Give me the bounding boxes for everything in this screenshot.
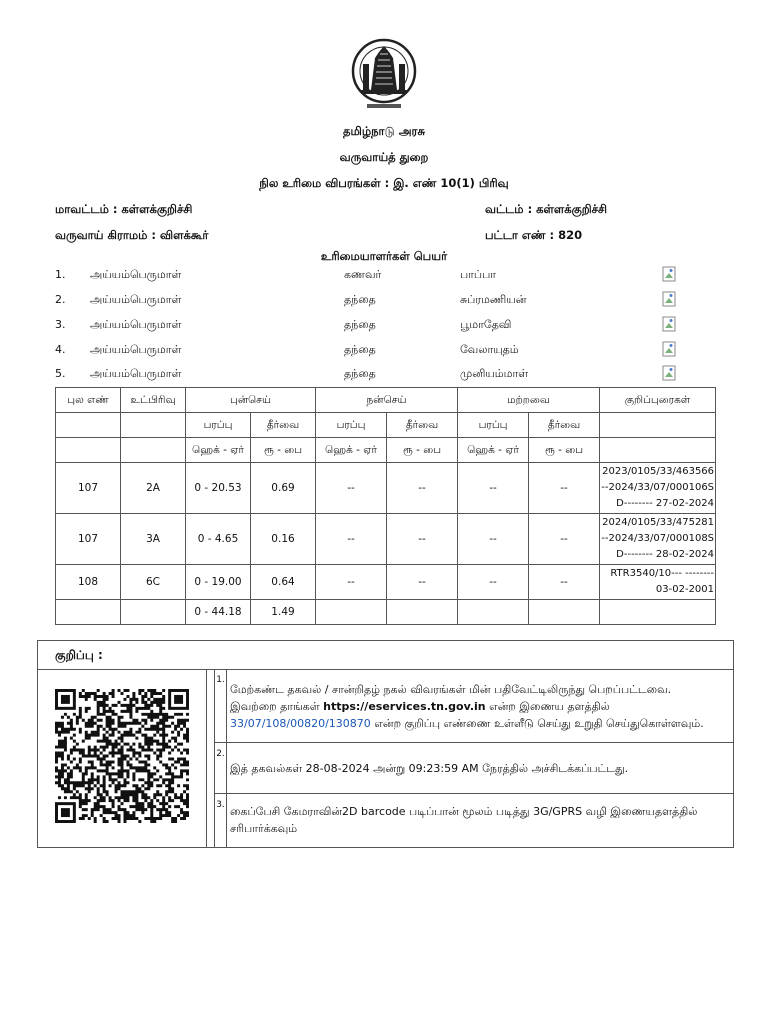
table-row xyxy=(56,514,716,565)
owner-name: அய்யம்பெருமாள் xyxy=(90,268,182,281)
note-1-text: என்ற குறிப்பு எண்ணை உள்ளீடு செய்து உறுதி செய்துகொள்ளவும். xyxy=(374,717,704,730)
total-tax: 1.49 xyxy=(251,600,316,625)
cell-survey: 107 xyxy=(56,463,121,514)
header-punsei: புன்செய் xyxy=(186,388,316,413)
owner-number: 3. xyxy=(55,318,66,331)
cell-punsei-tax: 0.64 xyxy=(251,565,316,600)
owner-name: அய்யம்பெருமாள் xyxy=(90,293,182,306)
owner-row xyxy=(0,266,768,286)
eservices-url[interactable]: https://eservices.tn.gov.in xyxy=(323,700,486,713)
owner-row xyxy=(0,316,768,336)
cell-other-area: -- xyxy=(458,463,529,514)
header-area: பரப்பு xyxy=(316,413,387,438)
header-remarks: குறிப்புரைகள் xyxy=(600,388,716,413)
header-area: பரப்பு xyxy=(186,413,251,438)
land-details-table xyxy=(55,387,716,625)
header-government: தமிழ்நாடு அரசு xyxy=(343,124,425,138)
owner-relative-name: முனியம்மாள் xyxy=(460,367,529,380)
cell-remarks: RTR3540/10--- -------- 03-02-2001 xyxy=(600,565,716,600)
cell-nansei-area: -- xyxy=(316,565,387,600)
broken-image-icon xyxy=(662,316,679,333)
unit-area: ஹெக் - ஏர் xyxy=(316,438,387,463)
header-other: மற்றவை xyxy=(458,388,600,413)
header-subdivision: உட்பிரிவு xyxy=(121,388,186,413)
table-row xyxy=(56,565,716,600)
cell-nansei-area: -- xyxy=(316,514,387,565)
header-department: வருவாய்த் துறை xyxy=(339,150,429,164)
owner-row xyxy=(0,291,768,311)
patta-number-label: பட்டா எண் : 820 xyxy=(485,228,583,242)
header-title: நில உரிமை விபரங்கள் : இ. எண் 10(1) பிரிவு xyxy=(259,176,509,190)
cell-punsei-area: 0 - 19.00 xyxy=(186,565,251,600)
owner-relation: கணவர் xyxy=(344,268,382,281)
owner-relative-name: சுப்ரமணியன் xyxy=(460,293,527,306)
table-row xyxy=(56,463,716,514)
broken-image-icon xyxy=(662,291,679,308)
note-3-text: கைப்பேசி கேமராவின்2D barcode படிப்பான் மூலம் படித்து 3G/GPRS வழி இணையதளத்தில் சரிபார்க்கவும் xyxy=(230,805,698,835)
note-item-3 xyxy=(215,793,733,848)
cell-subdiv: 6C xyxy=(121,565,186,600)
owner-relative-name: பூமாதேவி xyxy=(460,318,512,331)
unit-area: ஹெக் - ஏர் xyxy=(186,438,251,463)
owners-heading: உரிமையாளர்கள் பெயர் xyxy=(320,249,448,263)
table-header-row xyxy=(56,388,716,413)
cell-other-tax: -- xyxy=(529,463,600,514)
tamil-nadu-emblem xyxy=(351,38,417,112)
note-number: 3. xyxy=(215,794,227,848)
owner-name: அய்யம்பெருமாள் xyxy=(90,367,182,380)
owner-relative-name: வேலாயுதம் xyxy=(460,343,519,356)
owner-relation: தந்தை xyxy=(344,343,376,356)
cell-nansei-tax: -- xyxy=(387,565,458,600)
table-total-row xyxy=(56,600,716,625)
district-label: மாவட்டம் : கள்ளக்குறிச்சி xyxy=(55,202,193,216)
note-1-line-1: மேற்கண்ட தகவல் / சான்றிதழ் நகல் விவரங்கள் மின் பதிவேட்டிலிருந்து பெறப்பட்டவை. xyxy=(230,683,672,696)
cell-survey: 108 xyxy=(56,565,121,600)
table-subheader-row xyxy=(56,413,716,438)
total-area: 0 - 44.18 xyxy=(186,600,251,625)
note-item-1 xyxy=(215,669,733,742)
owner-relation: தந்தை xyxy=(344,367,376,380)
owner-relative-name: பாப்பா xyxy=(460,268,497,281)
note-item-2 xyxy=(215,742,733,794)
note-heading-bar xyxy=(38,641,733,670)
owner-relation: தந்தை xyxy=(344,293,376,306)
cell-nansei-tax: -- xyxy=(387,514,458,565)
cell-remarks: 2024/0105/33/475281--2024/33/07/000108SD-------- 28-02-2024 xyxy=(600,514,716,565)
cell-remarks: 2023/0105/33/463566--2024/33/07/000106SD-------- 27-02-2024 xyxy=(600,463,716,514)
header-tax: தீர்வை xyxy=(529,413,600,438)
cell-punsei-area: 0 - 4.65 xyxy=(186,514,251,565)
owner-number: 4. xyxy=(55,343,66,356)
owner-row xyxy=(0,341,768,361)
unit-area: ஹெக் - ஏர் xyxy=(458,438,529,463)
owner-relation: தந்தை xyxy=(344,318,376,331)
header-tax: தீர்வை xyxy=(387,413,458,438)
note-1-text: இவற்றை தாங்கள் xyxy=(230,700,320,713)
header-tax: தீர்வை xyxy=(251,413,316,438)
cell-other-area: -- xyxy=(458,514,529,565)
broken-image-icon xyxy=(662,266,679,283)
cell-punsei-tax: 0.69 xyxy=(251,463,316,514)
reference-number-link[interactable]: 33/07/108/00820/130870 xyxy=(230,717,371,730)
note-1-text: என்ற இணைய தளத்தில் xyxy=(489,700,610,713)
cell-punsei-tax: 0.16 xyxy=(251,514,316,565)
note-2-text: இத் தகவல்கள் 28-08-2024 அன்று 09:23:59 AM நேரத்தில் அச்சிடக்கப்பட்டது. xyxy=(230,762,629,775)
owner-row xyxy=(0,365,768,385)
cell-subdiv: 3A xyxy=(121,514,186,565)
header-nansei: நன்செய் xyxy=(316,388,458,413)
cell-punsei-area: 0 - 20.53 xyxy=(186,463,251,514)
qr-code-cell xyxy=(38,669,207,847)
unit-tax: ரூ - பை xyxy=(387,438,458,463)
cell-other-tax: -- xyxy=(529,514,600,565)
cell-other-area: -- xyxy=(458,565,529,600)
note-box xyxy=(37,640,734,848)
cell-nansei-area: -- xyxy=(316,463,387,514)
note-number: 1. xyxy=(215,669,227,742)
header-survey-number: புல எண் xyxy=(56,388,121,413)
owner-name: அய்யம்பெருமாள் xyxy=(90,318,182,331)
note-heading: குறிப்பு : xyxy=(55,648,103,662)
cell-survey: 107 xyxy=(56,514,121,565)
village-label: வருவாய் கிராமம் : விளக்கூர் xyxy=(55,228,209,242)
table-unit-row xyxy=(56,438,716,463)
cell-nansei-tax: -- xyxy=(387,463,458,514)
owner-number: 2. xyxy=(55,293,66,306)
owner-number: 5. xyxy=(55,367,66,380)
cell-other-tax: -- xyxy=(529,565,600,600)
owner-number: 1. xyxy=(55,268,66,281)
note-number: 2. xyxy=(215,743,227,794)
header-area: பரப்பு xyxy=(458,413,529,438)
broken-image-icon xyxy=(662,341,679,358)
unit-tax: ரூ - பை xyxy=(529,438,600,463)
owner-name: அய்யம்பெருமாள் xyxy=(90,343,182,356)
taluk-label: வட்டம் : கள்ளக்குறிச்சி xyxy=(485,202,608,216)
qr-code xyxy=(55,689,189,823)
number-gap-cell xyxy=(206,669,215,847)
cell-subdiv: 2A xyxy=(121,463,186,514)
broken-image-icon xyxy=(662,365,679,382)
unit-tax: ரூ - பை xyxy=(251,438,316,463)
